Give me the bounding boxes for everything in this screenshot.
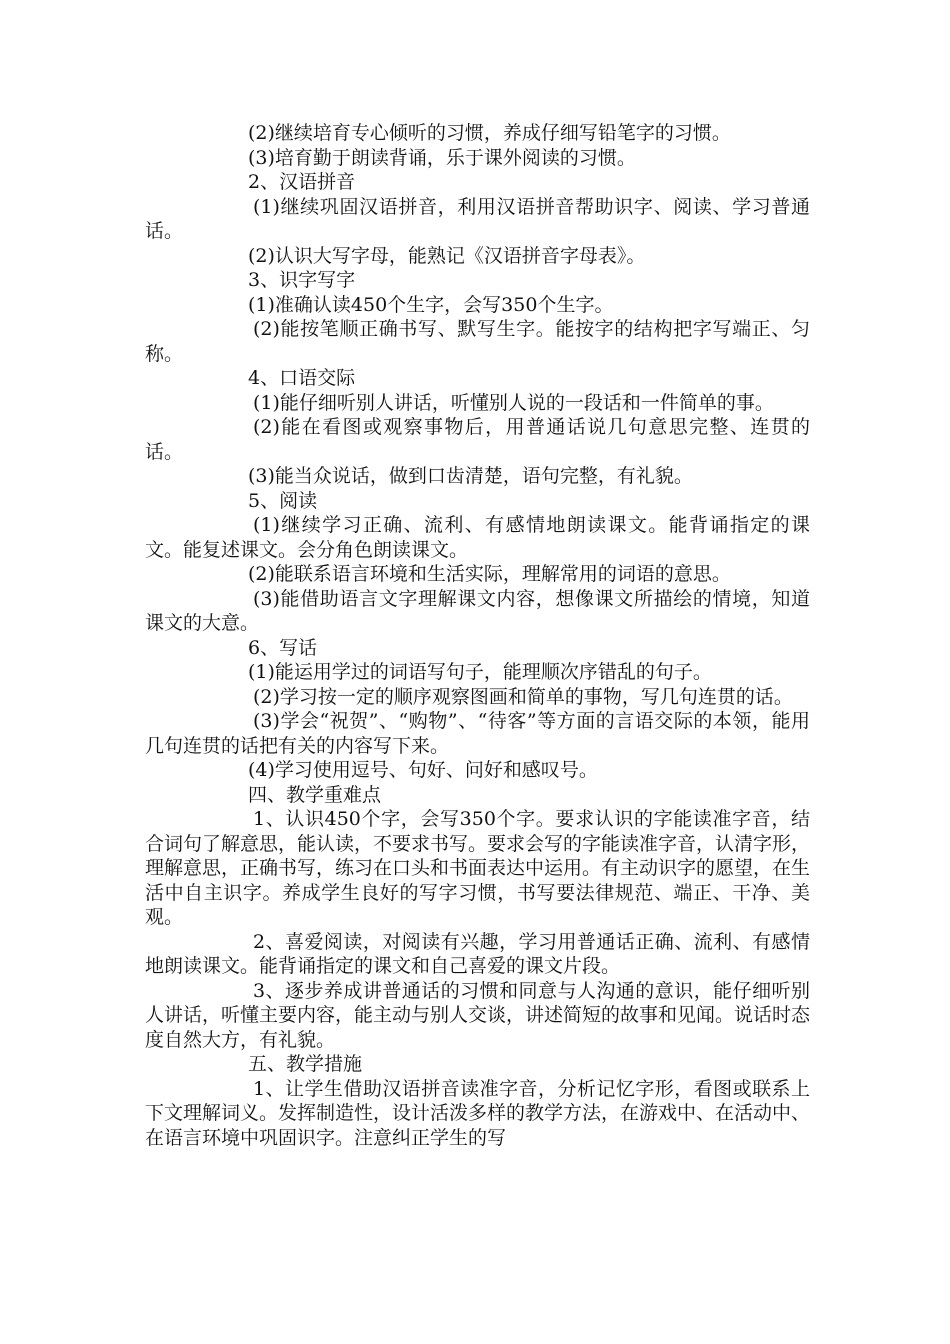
paragraph: 1、认识450个字，会写350个字。要求认识的字能读准字音，结合词句了解意思，能认读，不要求书写。要求会写的字能读准字音，认清字形，理解意思，正确书写，练习在口头和书面表达中运用。有主动识字的愿望，在生活中自主识字。养成学生良好的写字习惯，书写要法律规范、端正、干净、美观。 (145, 808, 811, 928)
section-heading: 五、教学措施 (248, 1053, 363, 1075)
section-heading: 6、写话 (248, 636, 318, 659)
paragraph: (3)培育勤于朗读背诵，乐于课外阅读的习惯。 (248, 146, 636, 169)
section-heading: 3、识字写字 (248, 269, 356, 291)
paragraph: (4)学习使用逗号、句好、问好和感叹号。 (248, 759, 598, 781)
paragraph: (1)继续巩固汉语拼音，利用汉语拼音帮助识字、阅读、学习普通话。 (145, 195, 810, 242)
paragraph: (2)能按笔顺正确书写、默写生字。能按字的结构把字写端正、匀称。 (145, 318, 810, 365)
section-heading: 5、阅读 (248, 489, 318, 512)
paragraph: (2)能在看图或观察事物后，用普通话说几句意思完整、连贯的话。 (145, 416, 810, 463)
paragraph: (1)继续学习正确、流利、有感情地朗读课文。能背诵指定的课文。能复述课文。会分角色朗读课文。 (145, 514, 810, 561)
section-heading: 4、口语交际 (248, 367, 356, 389)
paragraph: (3)能借助语言文字理解课文内容，想像课文所描绘的情境，知道课文的大意。 (145, 587, 810, 634)
paragraph: (1)能运用学过的词语写句子，能理顺次序错乱的句子。 (248, 661, 712, 683)
paragraph: (2)学习按一定的顺序观察图画和简单的事物，写几句连贯的话。 (253, 685, 793, 708)
paragraph: (1)能仔细听别人讲话，听懂别人说的一段话和一件简单的事。 (253, 391, 774, 414)
document-body (145, 121, 810, 1150)
paragraph: (2)继续培育专心倾听的习惯，养成仔细写铅笔字的习惯。 (248, 122, 731, 144)
paragraph: 1、让学生借助汉语拼音读准字音，分析记忆字形，看图或联系上下文理解词义。发挥制造性，设计活泼多样的教学方法，在游戏中、在活动中、在语言环境中巩固识字。注意纠正学生的写 (145, 1077, 811, 1149)
paragraph: (3)学会“祝贺”、“购物”、“待客”等方面的言语交际的本领，能用几句连贯的话把有关的内容写下来。 (145, 710, 810, 757)
paragraph: 2、喜爱阅读，对阅读有兴趣，学习用普通话正确、流利、有感情地朗读课文。能背诵指定的课文和自己喜爱的课文片段。 (145, 930, 810, 977)
paragraph: (2)认识大写字母，能熟记《汉语拼音字母表》。 (248, 244, 646, 267)
section-heading: 四、教学重难点 (248, 783, 382, 806)
paragraph: (1)准确认读450个生字，会写350个生字。 (248, 293, 614, 316)
paragraph: (2)能联系语言环境和生活实际，理解常用的词语的意思。 (248, 563, 731, 585)
paragraph: 3、逐步养成讲普通话的习惯和同意与人沟通的意识，能仔细听别人讲话，听懂主要内容，能主动与别人交谈，讲述简短的故事和见闻。说话时态度自然大方，有礼貌。 (145, 979, 811, 1051)
paragraph: (3)能当众说话，做到口齿清楚，语句完整，有礼貌。 (248, 465, 693, 487)
section-heading: 2、汉语拼音 (248, 171, 356, 193)
